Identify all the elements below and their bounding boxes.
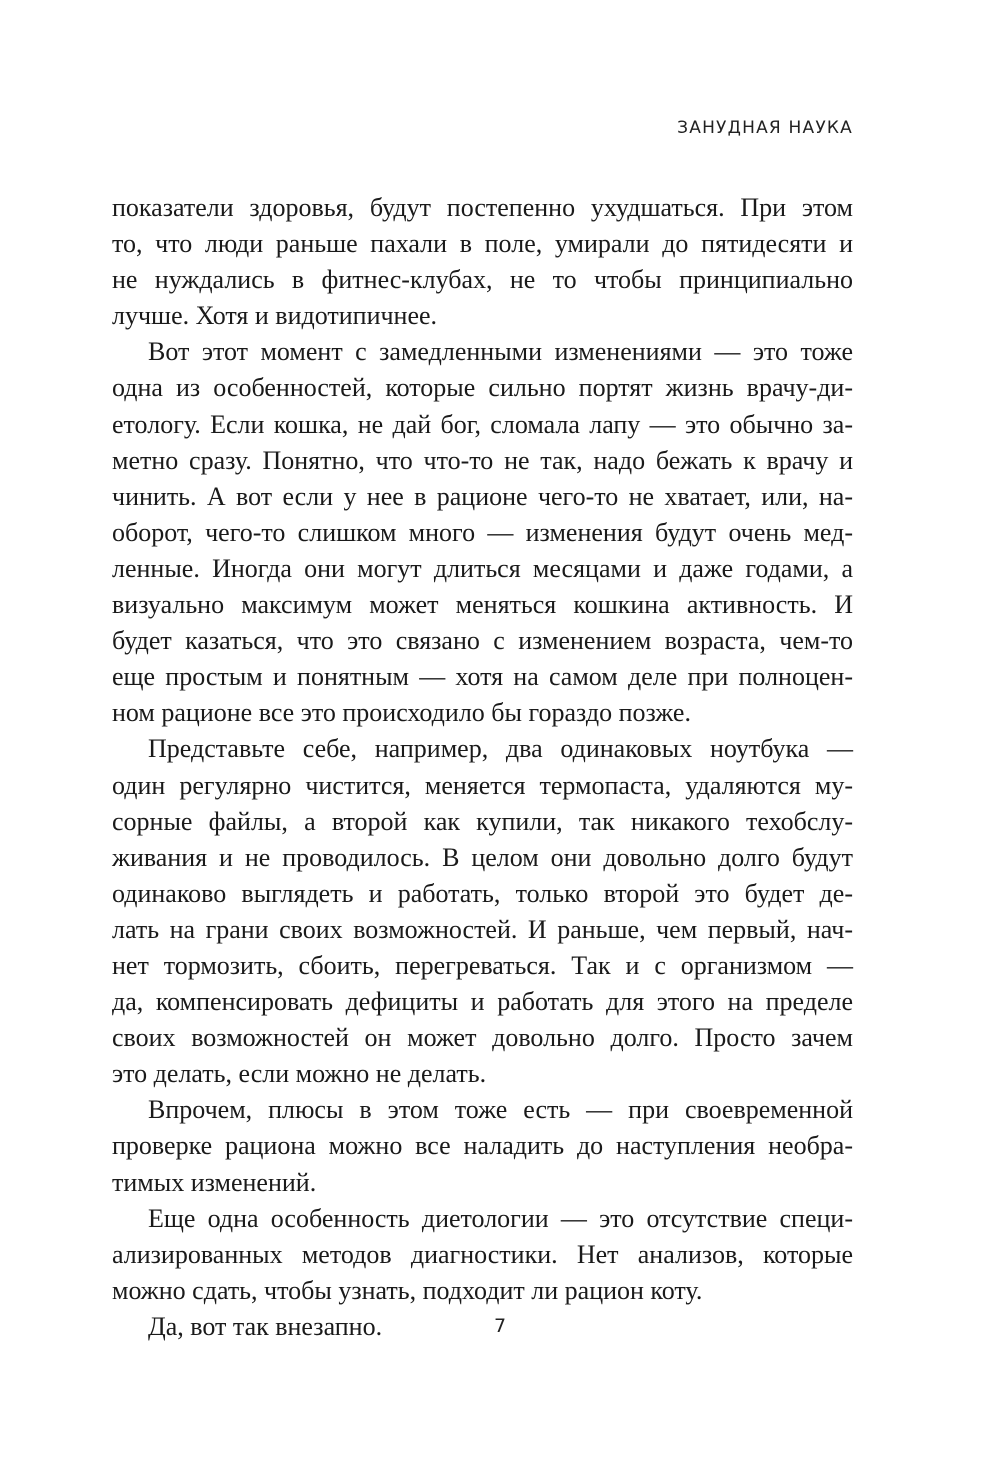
text-line: тимых изменений. <box>112 1167 317 1197</box>
text-line: сорные файлы, а второй как купили, так никакого техобслу- <box>112 806 853 836</box>
text-line: показатели здоровья, будут постепенно ухудшаться. При этом <box>112 193 853 222</box>
text-line: не нуждались в фитнес-клубах, не то чтобы принципиально <box>112 265 853 295</box>
text-line: ном рационе все это происходило бы гораздо позже. <box>112 698 691 728</box>
text-line: ализированных методов диагностики. Нет анализов, которые <box>112 1239 853 1269</box>
running-head: ЗАНУДНАЯ НАУКА <box>677 118 853 138</box>
text-line: это делать, если можно не делать. <box>112 1059 487 1089</box>
text-line: еще простым и понятным — хотя на самом деле при полноцен- <box>112 662 853 692</box>
text-line: етологу. Если кошка, не дай бог, сломала лапу — это обычно за- <box>112 409 853 439</box>
text-line: одна из особенностей, которые сильно портят жизнь врачу-ди- <box>112 373 853 403</box>
text-line: Да, вот так внезапно. <box>148 1311 383 1341</box>
text-line: нет тормозить, сбоить, перегреваться. Так и с организмом — <box>112 950 853 980</box>
text-line: лать на грани своих возможностей. И раньше, чем первый, нач- <box>112 914 853 944</box>
text-line: можно сдать, чтобы узнать, подходит ли рацион коту. <box>112 1275 703 1305</box>
text-line: да, компенсировать дефициты и работать для этого на пределе <box>112 987 853 1017</box>
text-line: то, что люди раньше пахали в поле, умирали до пятидесяти и <box>112 229 853 259</box>
text-line: Еще одна особенность диетологии — это отсутствие специ- <box>148 1203 853 1233</box>
text-line: будет казаться, что это связано с изменением возраста, чем-то <box>112 626 853 656</box>
text-line: своих возможностей он может довольно долго. Просто зачем <box>112 1023 853 1053</box>
text-line: метно сразу. Понятно, что что-то не так, надо бежать к врачу и <box>112 445 853 475</box>
paragraph <box>112 1092 853 1200</box>
body-text <box>112 190 853 1345</box>
text-line: визуально максимум может меняться кошкина активность. И <box>112 590 853 620</box>
text-line: оборот, чего-то слишком много — изменения будут очень мед- <box>112 517 853 547</box>
text-line: лучше. Хотя и видотипичнее. <box>112 301 438 331</box>
text-line: живания и не проводилось. В целом они довольно долго будут <box>112 842 853 872</box>
text-line: Вот этот момент с замедленными изменениями — это тоже <box>148 337 853 367</box>
text-line: чинить. А вот если у нее в рационе чего-то не хватает, или, на- <box>112 481 853 511</box>
paragraph <box>112 334 853 731</box>
text-line: проверке рациона можно все наладить до наступления необра- <box>112 1131 853 1161</box>
text-line: Представьте себе, например, два одинаковых ноутбука — <box>148 734 853 764</box>
paragraph <box>112 190 853 334</box>
text-line: Впрочем, плюсы в этом тоже есть — при своевременной <box>148 1095 853 1125</box>
text-line: ленные. Иногда они могут длиться месяцами и даже годами, а <box>112 553 853 583</box>
text-line: одинаково выглядеть и работать, только второй это будет де- <box>112 878 853 908</box>
text-line: один регулярно чистится, меняется термопаста, удаляются му- <box>112 770 853 800</box>
paragraph <box>112 731 853 1092</box>
paragraph <box>112 1201 853 1309</box>
page-number: 7 <box>493 1315 507 1337</box>
